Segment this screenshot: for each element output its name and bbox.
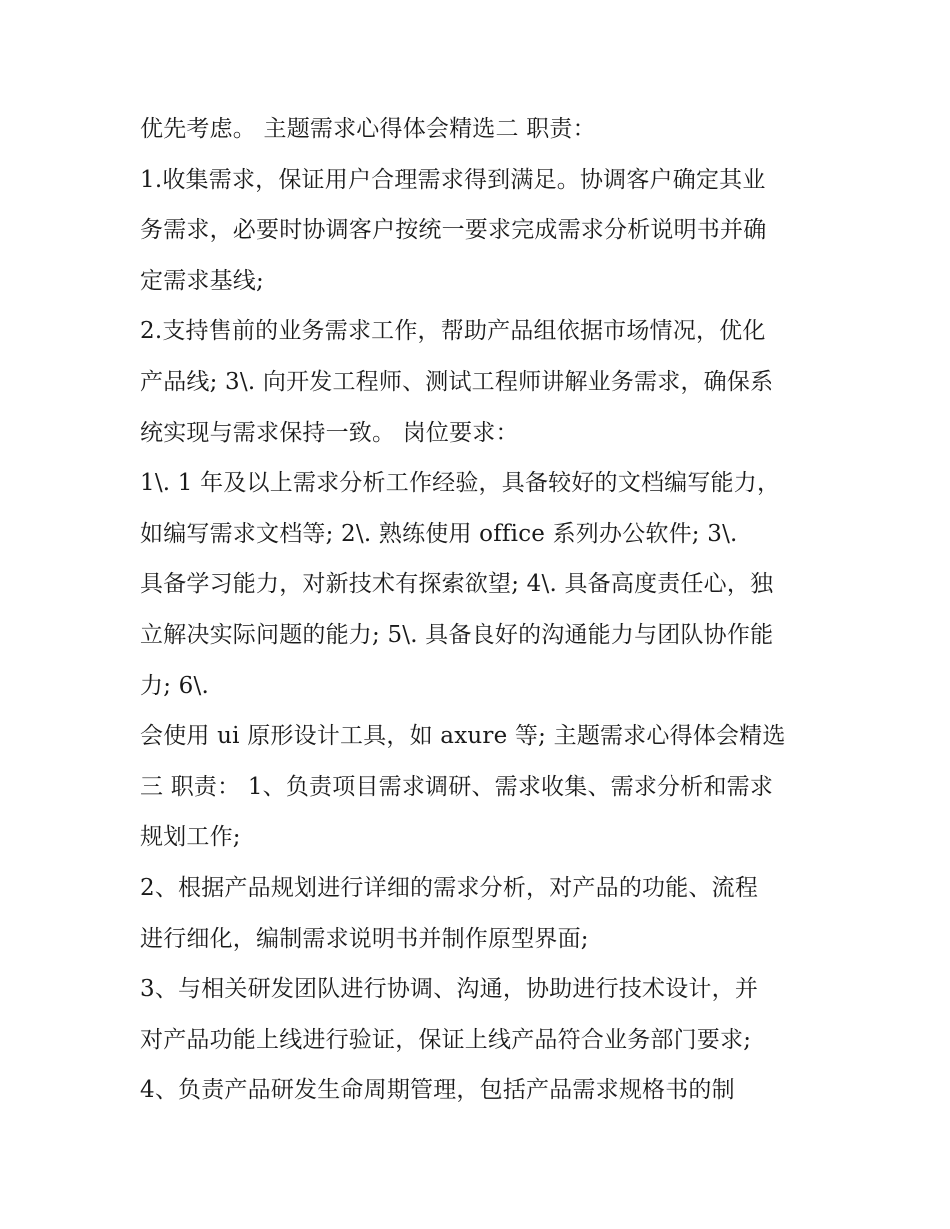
text-line: 规划工作;: [140, 824, 241, 851]
text-line: 对产品功能上线进行验证，保证上线产品符合业务部门要求;: [140, 1026, 752, 1053]
text-line: 1.收集需求，保证用户合理需求得到满足。协调客户确定其业: [140, 166, 766, 193]
text-line: 务需求，必要时协调客户按统一要求完成需求分析说明书并确: [140, 217, 767, 244]
text-line: 统实现与需求保持一致。 岗位要求：: [140, 419, 519, 446]
text-line: 1\. 1 年及以上需求分析工作经验，具备较好的文档编写能力，: [140, 470, 781, 497]
text-line: 进行细化，编制需求说明书并制作原型界面;: [140, 925, 589, 952]
text-line: 定需求基线;: [140, 267, 264, 294]
text-line: 2、根据产品规划进行详细的需求分析，对产品的功能、流程: [140, 874, 759, 901]
text-line: 会使用 ui 原形设计工具，如 axure 等; 主题需求心得体会精选: [140, 723, 786, 750]
text-line: 产品线; 3\. 向开发工程师、测试工程师讲解业务需求，确保系: [140, 368, 774, 395]
document-body: [140, 104, 820, 1116]
text-line: 三 职责： 1、负责项目需求调研、需求收集、需求分析和需求: [140, 773, 774, 800]
text-line: 2.支持售前的业务需求工作，帮助产品组依据市场情况，优化: [140, 318, 766, 345]
text-line: 力; 6\.: [140, 672, 209, 699]
text-line: 4、负责产品研发生命周期管理，包括产品需求规格书的制: [140, 1077, 735, 1104]
text-line: 立解决实际问题的能力; 5\. 具备良好的沟通能力与团队协作能: [140, 621, 774, 648]
text-line: 如编写需求文档等; 2\. 熟练使用 office 系列办公软件; 3\.: [140, 520, 738, 547]
text-line: 3、与相关研发团队进行协调、沟通，协助进行技术设计，并: [140, 976, 759, 1003]
text-line: 优先考虑。 主题需求心得体会精选二 职责：: [140, 116, 596, 142]
text-line: 具备学习能力，对新技术有探索欲望; 4\. 具备高度责任心，独: [140, 571, 774, 598]
